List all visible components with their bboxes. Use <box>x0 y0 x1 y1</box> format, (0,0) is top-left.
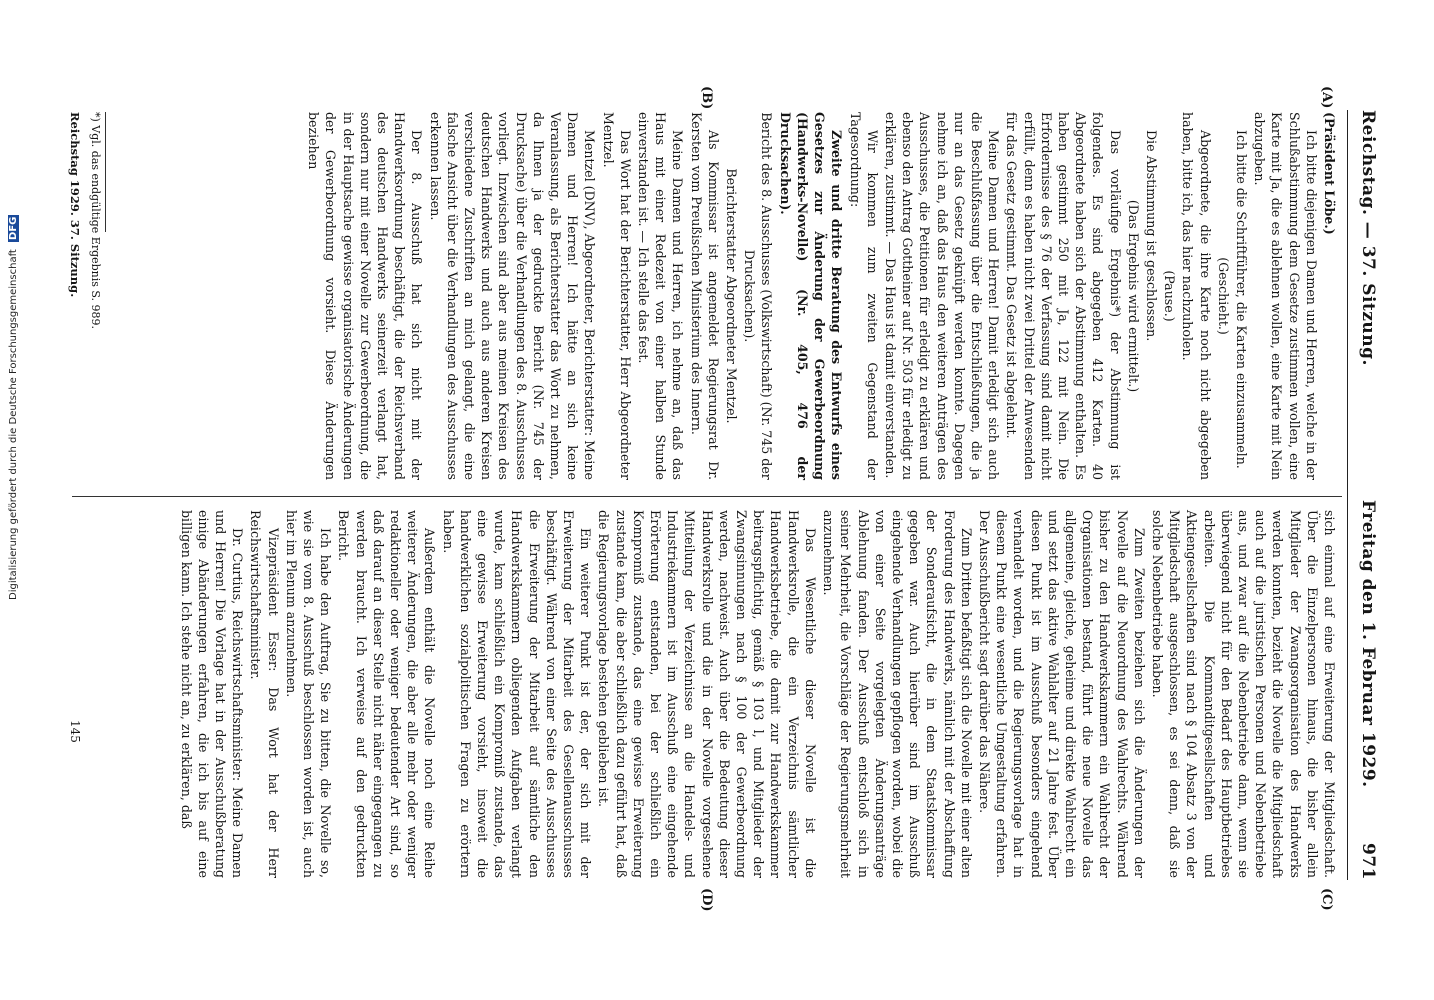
agenda-item: Zweite und dritte Beratung des Entwurfs eines Gesetzes zur Änderung der Gewerbeordnung (Handwerks-Novelle) (Nr. 405, 476 der Drucksachen). <box>777 112 845 480</box>
footnote-rule <box>105 112 106 232</box>
stage-direction: (Geschieht.) <box>1215 257 1231 335</box>
paragraph: Meine Damen und Herren, ich nehme an, daß das Haus mit einer Redezeit von einer halben Stunde einverstanden ist. — Ich stelle das fest. <box>636 112 686 480</box>
paragraph: Als Kommissar ist angemeldet Regierungsrat Dr. Kersten vom Preußischen Ministerium des Innern. <box>688 112 721 480</box>
paragraph: Meine Damen und Herren! Damit erledigt sich auch die Beschlußfassung über die Entschließungen, die ja nur an das Gesetz geknüpft werden konnte. Dagegen nehme ich an, daß das Haus den weiteren Anträgen des Ausschusses, die Petitionen für erledigt zu erklären und ebenso den Antrag Gottheiner auf Nr. 503 für erledigt zu erklären, zustimmt. — Das Haus ist damit einverstanden. <box>882 112 1002 480</box>
speech: Dr. Curtius, Reichswirtschaftsminister: Meine Damen und Herren! Die Vorlage hat in der Ausschußberatung einige Abänderungen erfahren, die ich bis auf eine billigen kann. Ich stehe nicht an, zu erklären, daß <box>178 510 246 878</box>
paragraph: Das Wesentliche dieser Novelle ist die Handwerksrolle, die ein Verzeichnis sämtlicher Handwerksbetriebe, die damit zur Handwerkskammer beitragspflichtig, gemäß § 103 l, und Mitglieder der Zwangsinnungen nach § 100 der Gewerbeordnung werden, nachweist. Auch über die Bedeutung dieser Handwerksrolle und die in der Novelle vorgesehene Mitteilung der Verzeichnisse an die Handels- und Industriekammern ist im Ausschuß eine eingehende Erörterung entstanden, bei der schließlich ein Kompromiß zustande, das eine gewisse Erweiterung zustande kam, die aber schließlich dazu geführt hat, daß die Regierungsvorlage bestehen geblieben ist. <box>596 510 818 878</box>
side-credit <box>8 215 19 600</box>
paragraph: Ich bitte diejenigen Damen und Herren, welche in der Schlußabstimmung dem Gesetze zustimmen wollen, eine Karte mit Ja, die es ablehnen wollen, eine Karte mit Nein abzugeben. <box>1252 112 1319 480</box>
paragraph: Ein weiterer Punkt ist der, der sich mit der Erweiterung der Mitarbeit des Gesellenausschusses beschäftigt. Während von einer Seite des Ausschusses die Erweiterung der Mitarbeit auf sämtliche den Handwerkskammern obliegenden Aufgaben verlangt wurde, kam schließlich ein Kompromiß zustande, das eine gewisse Erweiterung vorsieht, insoweit die handwerklichen sozialpolitischen Fragen zu erörtern haben. <box>440 510 594 878</box>
left-column <box>304 112 1338 480</box>
paragraph: Bericht des 8. Ausschusses (Volkswirtschaft) (Nr. 745 der Drucksachen). <box>742 112 775 480</box>
paragraph: Das Wort hat der Berichterstatter, Herr Abgeordneter Mentzel. <box>600 112 633 480</box>
speech: Mentzel (DNV), Abgeordneter, Berichterstatter: Meine Damen und Herren! Ich hätte an sich keine Veranlassung, als Berichterstatter das Wort zu nehmen, da Ihnen ja der gedruckte Bericht (Nr. 745 der Drucksache) über die Verhandlungen des 8. Ausschusses vorliegt. Inzwischen sind aber aus meinen Kreisen des deutschen Handwerks und auch aus anderen Kreisen verschiedene Zuschriften an mich gelangt, die eine falsche Ansicht über die Verhandlungen des Ausschusses erkennen lassen. <box>427 112 598 481</box>
column-divider <box>72 496 1342 497</box>
margin-mark-a: (A) <box>1319 86 1334 109</box>
paragraph: Berichterstatter Abgeordneter Mentzel. <box>724 168 740 424</box>
header-page-number: 971 <box>1358 843 1378 880</box>
header-date: Freitag den 1. Februar 1929. <box>1358 500 1378 788</box>
page-header <box>1347 110 1382 880</box>
margin-mark-c: (C) <box>1319 888 1334 911</box>
dfg-logo-icon: DFG <box>8 216 19 240</box>
margin-mark-b: (B) <box>699 86 714 110</box>
header-left: Reichstag. — 37. Sitzung. <box>1358 110 1378 366</box>
paragraph: Ich bitte die Schriftführer, die Karten einzusammeln. <box>1233 130 1249 469</box>
paragraph: Außerdem enthält die Novelle noch eine Reihe weiterer Änderungen, die aber alle mehr oder weniger redaktioneller oder weniger bedeutender Art sind, so daß darauf an dieser Stelle nicht näher eingegangen zu werden braucht. Ich verweise auf den gedruckten Bericht. <box>336 510 438 878</box>
paragraph: sich einmal auf eine Erweiterung der Mitgliedschaft. Über die Einzelpersonen hinaus, die bisher allein Mitglieder der Zwangsorganisation des Handwerks werden konnten, bezieht die Novelle die Mitgliedschaft auch auf die juristischen Personen und Nebenbetriebe aus, und zwar auf die Nebenbetriebe dann, wenn sie überwiegend nicht für den Bedarf des Hauptbetriebes arbeiten. Die Kommanditgesellschaften und Aktiengesellschaften sind nach § 104 Absatz 3 von der Mitgliedschaft ausgeschlossen, es sei denn, daß sie solche Nebenbetriebe haben. <box>1149 510 1337 878</box>
footnote: *) Vgl. das endgültige Ergebnis S. 989. <box>89 112 102 330</box>
paragraph: Zum Dritten befaßtigt sich die Novelle mit einer alten Forderung des Handwerks, nämlich mit der Abschaffung der Sonderaufsicht, die in dem Staatskommissar gegeben war. Auch hierüber sind im Ausschuß eingehende Verhandlungen gepflogen worden, wobei die von einer Seite vorgelegten Änderungsanträge Ablehnung fanden. Der Ausschuß entschloß sich in seiner Mehrheit, die Vorschläge der Regierungsmehrheit anzunehmen. <box>821 510 974 878</box>
paragraph: Das vorläufige Ergebnis*) der Abstimmung ist folgendes. Es sind abgegeben 412 Karten. 40 Abgeordnete haben sich der Abstimmung enthalten. Es haben gestimmt 250 mit Ja, 122 mit Nein. Die Erfordernisse des § 76 der Verfassung sind damit nicht erfüllt, denn es haben nicht zwei Drittel der Anwesenden für das Gesetz gestimmt. Das Gesetz ist abgelehnt. <box>1004 112 1123 480</box>
stage-direction: (Pause.) <box>1162 270 1178 322</box>
side-credit-text: Digitalisierung gefördert durch die Deutsche Forschungsgemeinschaft <box>8 249 19 600</box>
stage-direction: (Das Ergebnis wird ermittelt.) <box>1125 199 1141 393</box>
speech: Vizepräsident Esser: Das Wort hat der Herr Reichswirtschaftsminister. <box>248 510 281 878</box>
footer-page-number: 145 <box>68 720 82 743</box>
footer-session: Reichstag 1929. 37. Sitzung. <box>68 112 82 298</box>
paragraph: Ich habe den Auftrag, Sie zu bitten, die Novelle so, wie sie vom 8. Ausschuß beschlossen worden ist, auch hier im Plenum anzunehmen. <box>283 510 334 878</box>
right-column <box>176 510 1338 878</box>
paragraph: Abgeordnete, die ihre Karte noch nicht abgegeben haben, bitte ich, das hier nachzuholen. <box>1180 112 1213 480</box>
paragraph: Der 8. Ausschuß hat sich nicht mit der Handwerksordnung beschäftigt, die der Reichsverband des deutschen Handwerks seinerzeit verlangt hat, sondern nur mit einer Novelle zur Gewerbeordnung, die in der Hauptsache gewisse organisatorische Änderungen der Gewerbeordnung vorsieht. Diese Änderungen beziehen <box>306 112 425 480</box>
paragraph: Zum Zweiten beziehen sich die Änderungen der Novelle auf die Neuordnung des Wahlrechts. Während bisher zu den Handwerkskammern ein Wahlrecht der Organisationen bestand, führt die neue Novelle das allgemeine, gleiche, geheime und direkte Wahlrecht ein und setzt das aktive Wahlalter auf 21 Jahre fest. Über diesen Punkt ist im Ausschuß besonders eingehend verhandelt worden, und die Regierungsvorlage hat in diesem Punkt eine wesentliche Umgestaltung erfahren. Der Ausschußbericht sagt darüber das Nähere. <box>976 510 1147 878</box>
paragraph: Wir kommen zum zweiten Gegenstand der Tagesordnung: <box>847 112 880 480</box>
speaker-heading: (Präsident Löbe.) <box>1322 112 1337 235</box>
paragraph: Die Abstimmung ist geschlossen. <box>1143 130 1159 342</box>
margin-mark-d: (D) <box>699 888 714 912</box>
